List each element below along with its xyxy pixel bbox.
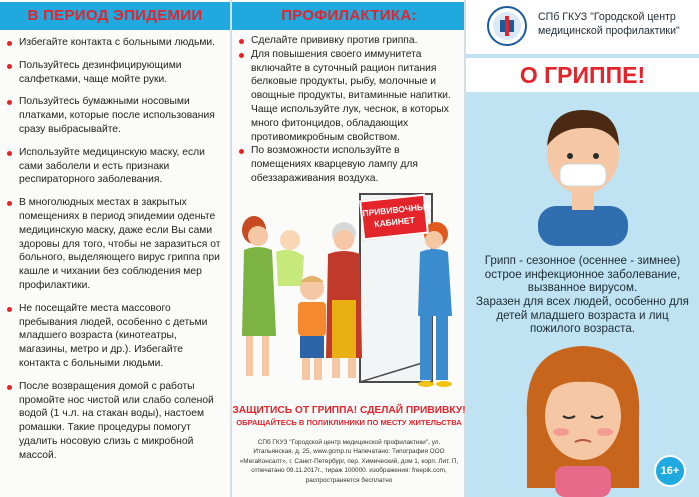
publisher-imprint: СПб ГКУЗ "Городской центр медицинской профилактики", ул. Итальянская, д. 25, www.gcmp.ru Напечатано: Типография ООО «МегаКонсалт», г. Санкт-Петербург, пер. Химический, дом 1, корп. Лит. П, отпечатано 09.11.2017г., тираж 100000. изображения: freepik.com, распространяется бесплатно [239, 439, 459, 484]
bullet-icon [7, 64, 12, 69]
boy-shirt [298, 302, 326, 336]
list-item: По возможности используйте в помещениях кварцевую лампу для обеззараживания воздуха. [238, 144, 462, 185]
list-item: Избегайте контакта с больными людьми. [6, 36, 224, 50]
masked-man-illustration [520, 100, 646, 246]
face-mask-icon [560, 164, 606, 186]
baby-face [280, 230, 300, 250]
list-item: Пользуйтесь дезинфицирующими салфетками, чаще мойте руки. [6, 59, 224, 87]
sick-girl-illustration [515, 338, 651, 497]
bullet-icon [239, 53, 244, 58]
nurse-face [425, 231, 443, 249]
list-item: Используйте медицинскую маску, если сами заболели и есть признаки респираторного заболевания. [6, 146, 224, 187]
vaccination-room-sign: ПРИВИВОЧНЫЙ КАБИНЕТ [359, 194, 429, 241]
bullet-icon [7, 151, 12, 156]
bullet-icon [7, 201, 12, 206]
organization-name: СПб ГКУЗ "Городской центр медицинской профилактики" [538, 11, 680, 37]
flu-contagion-note: Заразен для всех людей, особенно для детей младшего возраста и лиц пожилого возраста. [476, 295, 689, 336]
bullet-icon [7, 307, 12, 312]
girl-clothes [555, 466, 611, 497]
mother-dress [242, 247, 276, 336]
prevention-title: ПРОФИЛАКТИКА: [232, 2, 466, 30]
bullet-icon [7, 385, 12, 390]
epidemic-list [6, 36, 224, 472]
logo-emblem-icon [489, 8, 525, 44]
vaccination-illustration [232, 190, 466, 402]
list-item: Пользуйтесь бумажными носовыми платками, которые после использования сразу выбрасывайте. [6, 95, 224, 136]
grandmother-face [334, 230, 354, 250]
bullet-icon [7, 41, 12, 46]
list-item: Сделайте прививку против гриппа. [238, 34, 462, 48]
list-item: В многолюдных местах в закрытых помещениях в период эпидемии оденьте медицинскую маску, даже если Вы сами здоровы для того, чтобы не заразиться от больного, выделяющего вирус гриппа при кашле и чихании без соблюдения мер профилактики. [6, 196, 224, 293]
bullet-icon [239, 149, 244, 154]
clinic-hint: ОБРАЩАЙТЕСЬ В ПОЛИКЛИНИКИ ПО МЕСТУ ЖИТЕЛЬСТВА [236, 418, 462, 427]
prevention-list [238, 34, 462, 186]
epidemic-panel [0, 0, 230, 497]
list-item: Не посещайте места массового пребывания людей, особенно с детьми младшего возраста (кинотеатры, магазины, метро и др.). Избегайте контакта с больными людьми. [6, 302, 224, 371]
vaccination-slogan: ЗАЩИТИСЬ ОТ ГРИППА! СДЕЛАЙ ПРИВИВКУ! [232, 405, 466, 416]
bullet-icon [239, 39, 244, 44]
list-item: Для повышения своего иммунитета включайте в суточный рацион питания белковые продукты, рыбу, молочные и овощные продукты, витаминные напитки. Чаще используйте лук, чеснок, в которых много фитонцидов, обладающих противомикробным свойством. [238, 48, 462, 145]
flu-definition: Грипп - сезонное (осеннее - зимнее) острое инфекционное заболевание, вызванное вирусом. [484, 254, 681, 295]
list-item: После возвращения домой с работы промойте нос чистой или слабо соленой водой (1 ч.л. на стакан воды), настоем ромашки. Такие процедуры помогут удалить носовую слизь с микробной массой. [6, 380, 224, 463]
bullet-icon [7, 100, 12, 105]
baby-clothes [276, 250, 304, 286]
organization-logo [487, 6, 527, 46]
man-shirt [538, 206, 628, 246]
mother-face [248, 226, 268, 246]
age-rating-badge: 16+ [654, 455, 686, 487]
epidemic-title: В ПЕРИОД ЭПИДЕМИИ [0, 2, 230, 30]
nurse-uniform [418, 249, 452, 316]
page-title: О ГРИППЕ! [466, 58, 699, 92]
